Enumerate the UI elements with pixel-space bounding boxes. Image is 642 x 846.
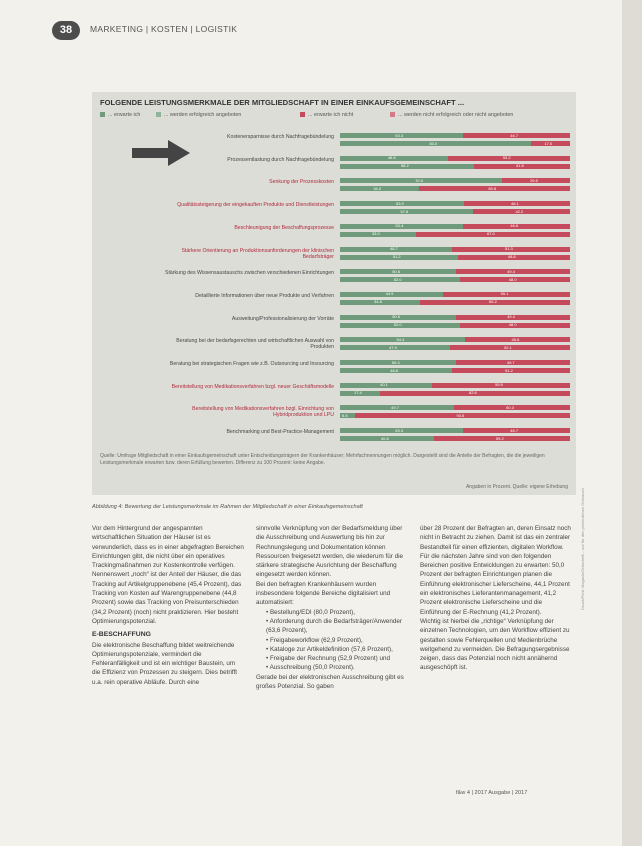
row-label: Qualitätssteigerung der eingekauften Produkte und Dienstleistungen <box>177 202 334 209</box>
list-item: • Ausschreibung (50,0 Prozent). <box>266 663 408 672</box>
data-label: 49.4 <box>507 268 515 274</box>
bar-offered <box>340 391 570 396</box>
data-label: 59.9 <box>495 382 503 388</box>
bar-expected <box>340 133 570 138</box>
data-label: 52.0 <box>393 322 402 328</box>
row-label: Beschleunigung der Beschaffungsprozesse <box>234 224 334 231</box>
data-label: 93.5 <box>456 412 465 418</box>
data-label: 48.8 <box>507 254 516 259</box>
data-label: 50.3 <box>391 359 400 365</box>
bar-offered <box>340 436 570 441</box>
row-label: Beratung bei der bedarfsgerechten und wirtschaftlichen Auswahl von Produkten <box>176 338 334 351</box>
data-label: 47.9 <box>389 344 397 350</box>
data-label: 83.0 <box>429 140 438 146</box>
data-label: 41.8 <box>515 163 524 169</box>
paragraph: Bei den befragten Krankenhäusern wurden insbesondere folgende Bereiche digitalisiert und automatisiert: <box>256 580 391 607</box>
paragraph: über 28 Prozent der Befragten an, deren Einsatz noch nicht in Betracht zu ziehen. Damit ist das ein zentraler Bestandteil für einen effizienten, digitalen Workflow. <box>420 525 571 551</box>
bar-expected <box>340 428 570 433</box>
bar-expected <box>340 224 570 229</box>
paragraph: Für die nächsten Jahre sind von den folgenden Bereichen positive Entwicklungen zu erwarten: 50,0 Prozent der befragten Einrichtungen planen die Einführung elektronischer Lieferscheine, 44,1 Prozent ein elektronisches Lieferantenmanagement, 41,2 Prozent elektronische Lieferscheine und die Einführung der E-Rechnung (41,2 Prozent). <box>420 552 570 616</box>
data-label: 53.3 <box>395 132 404 138</box>
paragraph: Die elektronische Beschaffung bildet weitreichende Optimierungspotenziale, vermindert die Fehleranfälligkeit und ist ein wichtiger Baustein, um die Effizienz von Prozessen zu steigern. Dies betrifft u.a. rein operative Abläufe. Durch eine <box>92 641 238 686</box>
data-label: 53.4 <box>395 223 404 229</box>
section-heading: E-BESCHAFFUNG <box>92 631 151 639</box>
list-item: • Anforderung durch die Bedarfsträger/Anwender (63,6 Prozent), <box>266 617 408 636</box>
data-label: 70.5 <box>415 177 423 183</box>
data-label: 50.6 <box>392 268 400 274</box>
legend-item <box>390 112 513 118</box>
data-label: 50.3 <box>506 404 514 410</box>
row-label: Detaillierte Informationen über neue Produkte und Verfahren <box>195 292 334 299</box>
legend-label: ... erwarte ich <box>108 112 141 118</box>
bar-expected <box>340 201 570 206</box>
legend-swatch <box>300 112 305 117</box>
bar-offered <box>340 368 570 373</box>
data-label: 49.7 <box>506 359 515 365</box>
data-label: 55.1 <box>500 291 509 297</box>
data-label: 59.2 <box>495 435 504 441</box>
section-title: MARKETING | KOSTEN | LOGISTIK <box>90 24 238 34</box>
data-label: 65.8 <box>488 185 497 191</box>
list-item: • Freigabe der Rechnung (52,9 Prozent) und <box>266 654 408 663</box>
bar-offered <box>340 209 570 214</box>
legend-label: ... werden erfolgreich angeboten <box>164 112 242 118</box>
bar-expected <box>340 178 570 183</box>
data-label: 53.9 <box>395 200 404 206</box>
data-label: 34.8 <box>374 299 382 305</box>
bullet-list <box>256 608 408 673</box>
bar-offered <box>340 186 570 191</box>
bar-offered <box>340 323 570 328</box>
row-label: Kostenersparnisse durch Nachfragebündelung <box>227 134 334 140</box>
paragraph: Wichtig ist hierbei die „richtige“ Verknüpfung der einzelnen Technologien, um den Workflow effizient zu gestalten sowie Fehlerquellen und Medienbrüche weitgehend zu vermeiden. Die Befragungsergebnisse zeigen, dass das Potenzial noch nicht annähernd ausgeschöpft ist. <box>420 617 570 672</box>
row-label: Benchmarking und Best-Practice-Management <box>226 429 334 436</box>
data-label: 48.8 <box>390 367 398 373</box>
data-label: 51.3 <box>505 246 513 251</box>
data-label: 48.0 <box>508 276 517 282</box>
bar-expected <box>340 292 570 297</box>
data-label: 46.8 <box>387 155 396 161</box>
legend-swatch <box>390 112 395 117</box>
bar-expected <box>340 247 570 252</box>
data-label: 48.7 <box>390 246 398 251</box>
data-label: 33.0 <box>371 231 380 237</box>
data-label: 52.1 <box>504 344 512 350</box>
row-label: Bereitstellung von Medikationsverfahren bzgl. Einrichtung von Hybridproduktion und LPU <box>192 406 334 419</box>
legend-item <box>156 112 241 118</box>
data-label: 49.4 <box>507 314 515 320</box>
legend-swatch <box>100 112 105 117</box>
text-column-1 <box>92 524 244 687</box>
data-label: 48.0 <box>508 322 517 328</box>
list-item: • Kataloge zur Artikeldefinition (57,6 Prozent), <box>266 645 408 654</box>
row-label: Ausweitung/Professionalisierung der Vorräte <box>231 315 334 322</box>
data-label: 82.6 <box>469 390 477 396</box>
data-label: 29.5 <box>530 177 538 183</box>
figure-title: FOLGENDE LEISTUNGSMERKMALE DER MITGLIEDSCHAFT IN EINER EINKAUFSGEMEINSCHAFT ... <box>100 98 465 107</box>
bar-offered <box>340 232 570 237</box>
legend-item <box>100 112 140 118</box>
data-label: 58.2 <box>400 163 409 169</box>
bar-offered <box>340 277 570 282</box>
data-label: 53.3 <box>395 427 404 433</box>
bar-expected <box>340 360 570 365</box>
data-label: 45.6 <box>511 336 520 342</box>
page-number-badge: 38 <box>52 21 80 40</box>
data-label: 46.6 <box>510 223 519 229</box>
side-imprint: Druck/Print: Magazin/Zeitschrift – nur für den persönlichen Gebrauch <box>580 488 585 610</box>
bar-offered <box>340 141 570 146</box>
data-label: 67.0 <box>486 231 495 237</box>
data-label: 44.9 <box>385 291 394 297</box>
data-label: 51.2 <box>392 254 401 259</box>
bar-offered <box>340 413 570 418</box>
row-label: Beratung bei strategischen Fragen wie z.B. Outsourcing und Insourcing <box>169 361 334 367</box>
bar-expected <box>340 405 570 410</box>
bar-expected <box>340 337 570 342</box>
page-edge <box>622 0 642 846</box>
data-label: 42.2 <box>515 208 524 214</box>
bar-expected <box>340 315 570 320</box>
data-label: 17.4 <box>354 390 362 396</box>
data-label: 46.1 <box>510 200 519 206</box>
data-label: 51.2 <box>505 367 513 373</box>
row-label: Stärkung des Wissensaustauschs zwischen verschiedenen Einrichtungen <box>165 270 334 277</box>
data-label: 6.5 <box>342 412 348 418</box>
data-label: 53.2 <box>502 155 511 161</box>
bar-expected <box>340 383 570 388</box>
paragraph: Gerade bei der elektronischen Ausschreibung gibt es großes Potenzial. So gaben <box>256 673 404 691</box>
row-label: Stärkere Orientierung an Produktionsanforderungen der klinischen Bedarfsträger <box>181 247 334 260</box>
legend-item <box>300 112 353 118</box>
bar-expected <box>340 269 570 274</box>
figure-source: Quelle: Umfrage Mitgliedschaft in einer Einkaufsgemeinschaft unter Entscheidungsträgern der Krankenhäuser; Mehrfachnennungen möglich. Dargestellt sind die Anteile der Befragten, die die jeweiligen Leistungsmerkmale erwarten bzw. deren Erfüllung bewerten. Differenz zu 100 Prozent: keine Angabe. <box>100 453 545 466</box>
list-item: • Bestellung/EDI (80,0 Prozent), <box>266 608 408 617</box>
data-label: 52.0 <box>393 276 402 282</box>
data-label: 46.7 <box>510 427 519 433</box>
figure-credit: Angaben in Prozent. Quelle: eigene Erhebung <box>465 484 568 490</box>
data-label: 65.2 <box>489 299 497 305</box>
figure-caption: Abbildung 4: Bewertung der Leistungsmerkmale im Rahmen der Mitgliedschaft in einer Einkaufsgemeinschaft <box>92 504 363 510</box>
text-column-2 <box>256 524 408 691</box>
text-column-3 <box>420 524 572 673</box>
row-label: Bereitstellung von Medikationsverfahren bzgl. neuer Geschäftsmodelle <box>171 383 334 390</box>
bar-offered <box>340 164 570 169</box>
data-label: 54.4 <box>396 336 405 342</box>
legend <box>100 112 570 122</box>
legend-label: ... erwarte ich nicht <box>308 112 354 118</box>
figure-box <box>92 92 576 495</box>
bar-offered <box>340 255 570 260</box>
data-label: 17.0 <box>544 140 553 146</box>
data-label: 49.7 <box>391 404 399 410</box>
legend-label: ... werden nicht erfolgreich oder nicht angeboten <box>398 112 514 118</box>
bar-offered <box>340 300 570 305</box>
data-label: 46.7 <box>510 132 519 138</box>
legend-swatch <box>156 112 161 117</box>
row-label: Prozessentlastung durch Nachfragebündelung <box>227 156 334 163</box>
bar-offered <box>340 345 570 350</box>
paragraph: sinnvolle Verknüpfung von der Bedarfsmeldung über die Ausschreibung und Auswertung bis hin zur Rechnungslegung und Dokumentation können Ressourcen freigesetzt werden, die wiederum für die stärkere strategische Ausrichtung der Beschaffung eingesetzt werden können. <box>256 525 403 579</box>
paragraph: Vor dem Hintergrund der angespannten wirtschaftlichen Situation der Häuser ist es verwunderlich, dass es in einer abgefragten Bereichen Einrichtungen gibt, die nicht über ein operatives Trackingmaßnahmen zur Kostenkontrolle verfügen. Nennenswert „noch“ ist der Anteil der Häuser, die das Tracking auf Artikelgruppenebene (45,4 Prozent), das Tracking von Kosten auf Warengruppenebene (44,8 Prozent) sowie das Tracking von Preisunterschieden (34,2 Prozent) (noch) nicht praktizieren. Hier besteht Optimierungspotenzial. <box>92 525 244 625</box>
data-label: 50.6 <box>392 314 400 320</box>
data-label: 40.1 <box>380 382 388 388</box>
row-label: Senkung der Prozesskosten <box>269 179 334 186</box>
page-footer: f&w 4 | 2017 Ausgabe | 2017 <box>456 790 528 796</box>
data-label: 34.2 <box>373 185 382 191</box>
data-label: 57.8 <box>400 208 409 214</box>
bar-expected <box>340 156 570 161</box>
data-label: 40.8 <box>380 435 389 441</box>
list-item: • Freigabeworkflow (62,9 Prozent), <box>266 636 408 645</box>
